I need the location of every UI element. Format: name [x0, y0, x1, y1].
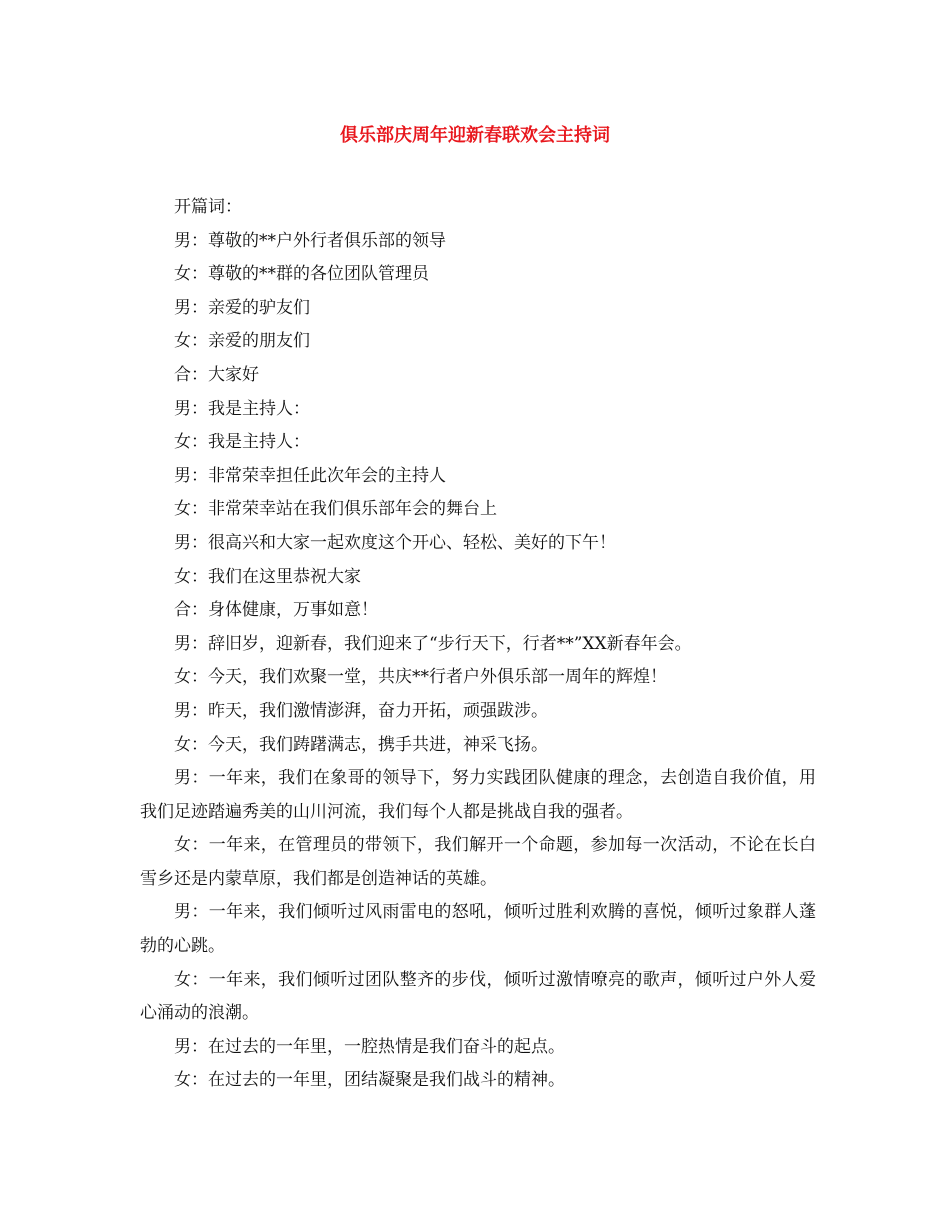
paragraph: 男：一年来，我们倾听过风雨雷电的怒吼，倾听过胜利欢腾的喜悦，倾听过象群人蓬勃的心跳。	[140, 902, 816, 957]
paragraph: 男：尊敬的**户外行者俱乐部的领导	[174, 230, 446, 251]
paragraph: 女：尊敬的**群的各位团队管理员	[174, 264, 429, 285]
paragraph: 男：一年来，我们在象哥的领导下，努力实践团队健康的理念，去创造自我价值，用我们足迹踏遍秀美的山川河流，我们每个人都是挑战自我的强者。	[140, 768, 816, 822]
paragraph: 女：亲爱的朋友们	[174, 331, 310, 352]
paragraph: 男：辞旧岁，迎新春，我们迎来了“步行天下，行者**”XX新春年会。	[174, 633, 692, 654]
paragraph: 女：我们在这里恭祝大家	[174, 566, 361, 587]
paragraph: 男：在过去的一年里，一腔热情是我们奋斗的起点。	[174, 1036, 565, 1057]
paragraph: 女：一年来，我们倾听过团队整齐的步伐，倾听过激情嘹亮的歌声，倾听过户外人爱心涌动的浪潮。	[140, 969, 816, 1024]
paragraph: 女：非常荣幸站在我们俱乐部年会的舞台上	[174, 499, 497, 520]
paragraph: 男：亲爱的驴友们	[174, 297, 310, 318]
paragraph: 男：我是主持人：	[174, 398, 310, 419]
paragraph: 女：在过去的一年里，团结凝聚是我们战斗的精神。	[174, 1070, 565, 1091]
paragraph: 女：一年来，在管理员的带领下，我们解开一个命题，参加每一次活动，不论在长白雪乡还是内蒙草原，我们都是创造神话的英雄。	[140, 835, 816, 889]
paragraph: 合：大家好	[174, 364, 259, 385]
paragraph: 男：昨天，我们激情澎湃，奋力开拓，顽强跋涉。	[174, 700, 548, 721]
paragraph: 合：身体健康，万事如意！	[174, 600, 378, 621]
paragraph: 女：今天，我们欢聚一堂，共庆**行者户外俱乐部一周年的辉煌！	[174, 667, 667, 688]
paragraph: 女：我是主持人：	[174, 432, 310, 453]
paragraph: 女：今天，我们踌躇满志，携手共进，神采飞扬。	[174, 734, 548, 755]
document-body	[140, 191, 816, 1098]
paragraph-opening: 开篇词：	[174, 197, 242, 217]
paragraph: 男：非常荣幸担任此次年会的主持人	[174, 465, 446, 486]
document-title: 俱乐部庆周年迎新春联欢会主持词	[340, 125, 610, 146]
paragraph: 男：很高兴和大家一起欢度这个开心、轻松、美好的下午！	[174, 532, 616, 553]
